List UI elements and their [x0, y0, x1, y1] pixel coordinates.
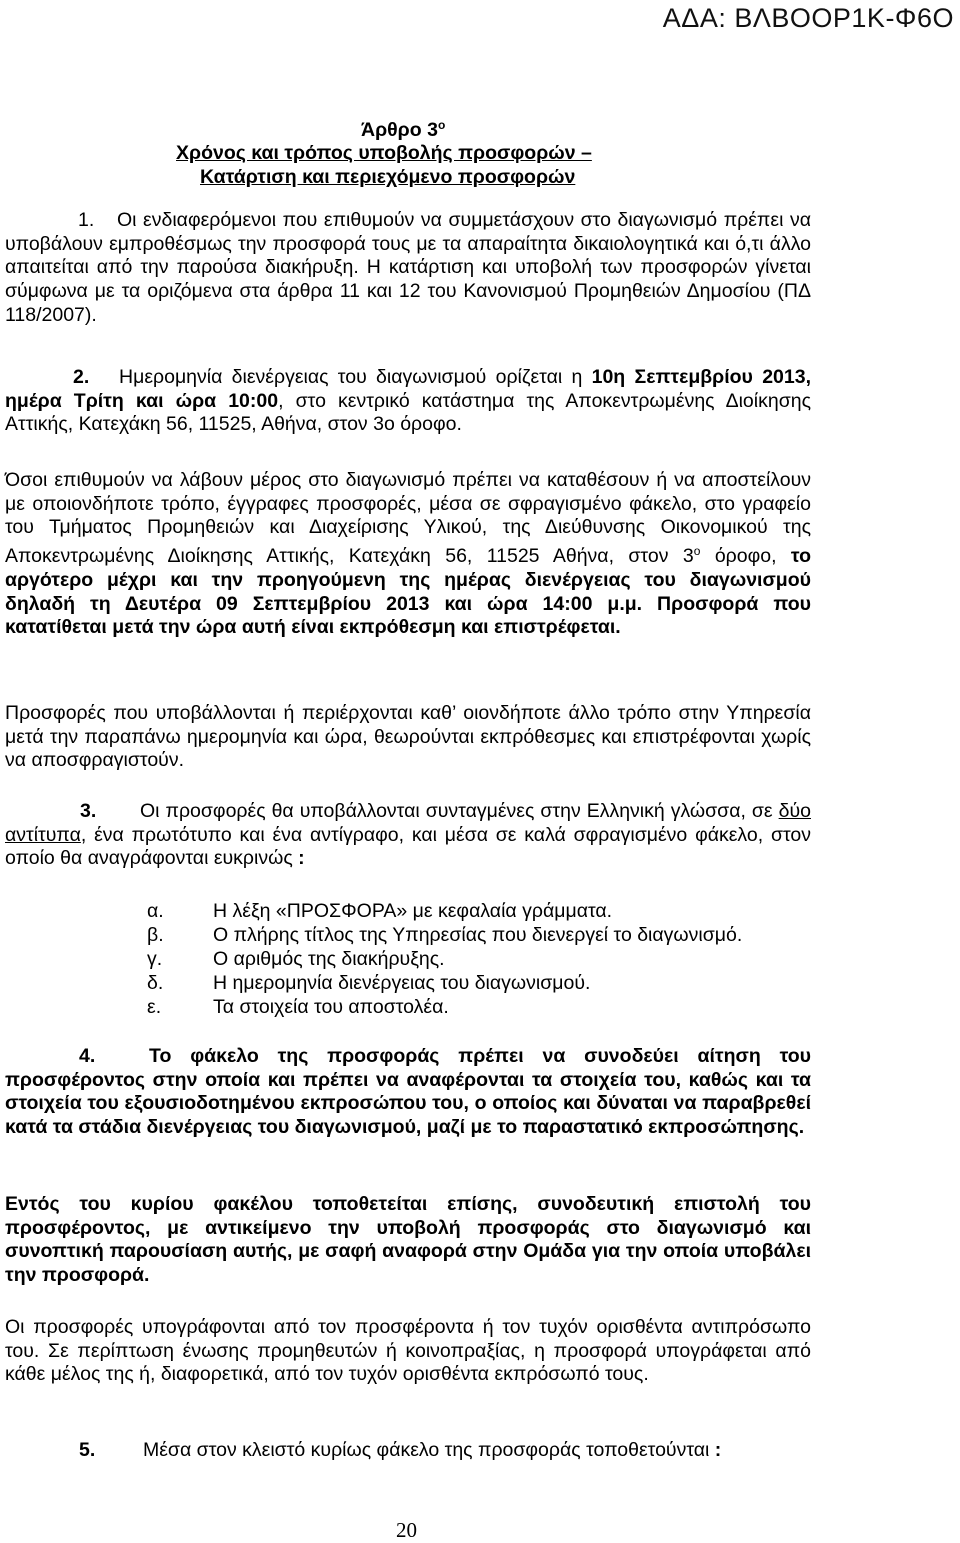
section-1-text: Οι ενδιαφερόμενοι που επιθυμούν να συμμετάσχουν στο διαγωνισμό πρέπει να υποβάλουν εμπροθέσμως την προσφορά τους με τα απαραίτητα δικαιολογητικά και ό,τι άλλο απαιτείται από την παρούσα διακήρυξη. Η κατάρτιση και υποβολή των προσφορών γίνεται σύμφωνα με τα οριζόμενα στα άρθρα 11 και 12 του Κανονισμού Προμηθειών Δημοσίου (ΠΔ 118/2007). [5, 209, 811, 326]
submission-paragraph: Όσοι επιθυμούν να λάβουν μέρος στο διαγωνισμό πρέπει να καταθέσουν ή να αποστείλουν με οποιονδήποτε τρόπο, έγγραφες προσφορές, μέσα σε σφραγισμένο φάκελο, στο γραφείο του Τμήματος Προμηθειών και Διαχείρισης Υλικού, της Διεύθυνσης Οικονομικού της Αποκεντρωμένης Διοίκησης Αττικής, Κατεχάκη 56, 11525 Αθήνα, στον $3^o$ όροφο, το αργότερο μέχρι και την προηγούμενη της ημέρας διενέργειας του διαγωνισμού δηλαδή τη Δευτέρα 09 Σεπτεμβρίου 2013 και ώρα 14:00 μ.μ. Προσφορά που κατατίθεται μετά την ώρα αυτή είναι εκπρόθεσμη και επιστρέφεται. [5, 469, 811, 639]
section-3-paragraph: 3. Οι προσφορές θα υποβάλλονται συνταγμένες στην Ελληνική γλώσσα, σε δύο αντίτυπα, ένα πρωτότυπο και ένα αντίγραφο, και μέσα σε καλά σφραγισμένο φάκελο, στον οποίο θα αναγράφονται ευκρινώς : [5, 800, 811, 870]
late-offers-paragraph: Προσφορές που υποβάλλονται ή περιέρχονται καθ’ οιονδήποτε άλλο τρόπο στην Υπηρεσία μετά την παραπάνω ημερομηνία και ώρα, θεωρούνται εκπρόθεσμες και επιστρέφονται χωρίς να αποσφραγιστούν. [5, 702, 811, 772]
signature-paragraph: Οι προσφορές υπογράφονται από τον προσφέροντα ή τον τυχόν ορισθέντα αντιπρόσωπο του. Σε περίπτωση ένωσης προμηθευτών ή κοινοπραξίας, η προσφορά υπογράφεται από κάθε μέλος της ή, διαφορετικά, από τον τυχόν ορισθέντα εκπρόσωπό τους. [5, 1316, 811, 1386]
section-1-number: 1. [78, 209, 95, 231]
list-item: γ. Ο αριθμός της διακήρυξης. [147, 948, 445, 971]
article-number: Άρθρο $3^o$ [361, 118, 446, 141]
list-item: δ. Η ημερομηνία διενέργειας του διαγωνισμού. [147, 972, 591, 995]
section-5-number: 5. [79, 1439, 96, 1461]
section-3-number: 3. [80, 800, 97, 822]
section-4-paragraph [5, 1045, 811, 1140]
section-5-text: Μέσα στον κλειστό κυρίως φάκελο της προσφοράς τοποθετούνται [143, 1439, 715, 1461]
cover-letter-paragraph: Εντός του κυρίου φακέλου τοποθετείται επίσης, συνοδευτική επιστολή του προσφέροντος, με αντικείμενο την υποβολή προσφοράς στο διαγωνισμό και συνοπτική παρουσίαση αυτής, με σαφή αναφορά στην Ομάδα για την οποία υποβάλει την προσφορά. [5, 1193, 811, 1287]
list-item: ε. Τα στοιχεία του αποστολέα. [147, 996, 449, 1019]
two-copies: δύο αντίτυπα [5, 800, 811, 846]
list-item: β. Ο πλήρης τίτλος της Υπηρεσίας που διενεργεί το διαγωνισμό. [147, 924, 743, 947]
list-item: α. Η λέξη «ΠΡΟΣΦΟΡΑ» με κεφαλαία γράμματα. [147, 900, 613, 922]
page-number: 20 [396, 1518, 417, 1542]
article-title-line2: Κατάρτιση και περιεχόμενο προσφορών [200, 166, 576, 188]
ada-code: ΑΔΑ: ΒΛΒΟΟΡ1Κ-Φ6Ο [662, 3, 954, 33]
tender-date: 10η Σεπτεμβρίου 2013, ημέρα Τρίτη και ώρα 10:00 [5, 366, 811, 412]
section-4-text: Το φάκελο της προσφοράς πρέπει να συνοδεύει αίτηση του προσφέροντος στην οποία και πρέπει να αναφέρονται τα στοιχεία του, καθώς και τα στοιχεία του εξουσιοδοτημένου εκπροσώπου του, ο οποίος και δύναται να παραβρεθεί κατά τα στάδια διενέργειας του διαγωνισμού, μαζί με το παραστατικό εκπροσώπησης. [5, 1045, 811, 1139]
section-2-paragraph: 2. Ημερομηνία διενέργειας του διαγωνισμού ορίζεται η 10η Σεπτεμβρίου 2013, ημέρα Τρίτη και ώρα 10:00, στο κεντρικό κατάστημα της Αποκεντρωμένης Διοίκησης Αττικής, Κατεχάκη 56, 11525, Αθήνα, στον 3ο όροφο. [5, 366, 811, 436]
section-2-number: 2. [73, 366, 90, 388]
envelope-label-list [147, 899, 742, 1019]
section-1-paragraph [5, 209, 811, 328]
submission-deadline: το αργότερο μέχρι και την προηγούμενη της ημέρας διενέργειας του διαγωνισμού δηλαδή τη Δευτέρα 09 Σεπτεμβρίου 2013 και ώρα 14:00 μ.μ. Προσφορά που κατατίθεται μετά την ώρα αυτή είναι εκπρόθεσμη και επιστρέφεται. [5, 545, 811, 639]
article-title-line1: Χρόνος και τρόπος υποβολής προσφορών – [176, 142, 592, 164]
section-5-paragraph: 5. Μέσα στον κλειστό κυρίως φάκελο της προσφοράς τοποθετούνται : [79, 1439, 722, 1461]
section-4-number: 4. [79, 1045, 96, 1067]
